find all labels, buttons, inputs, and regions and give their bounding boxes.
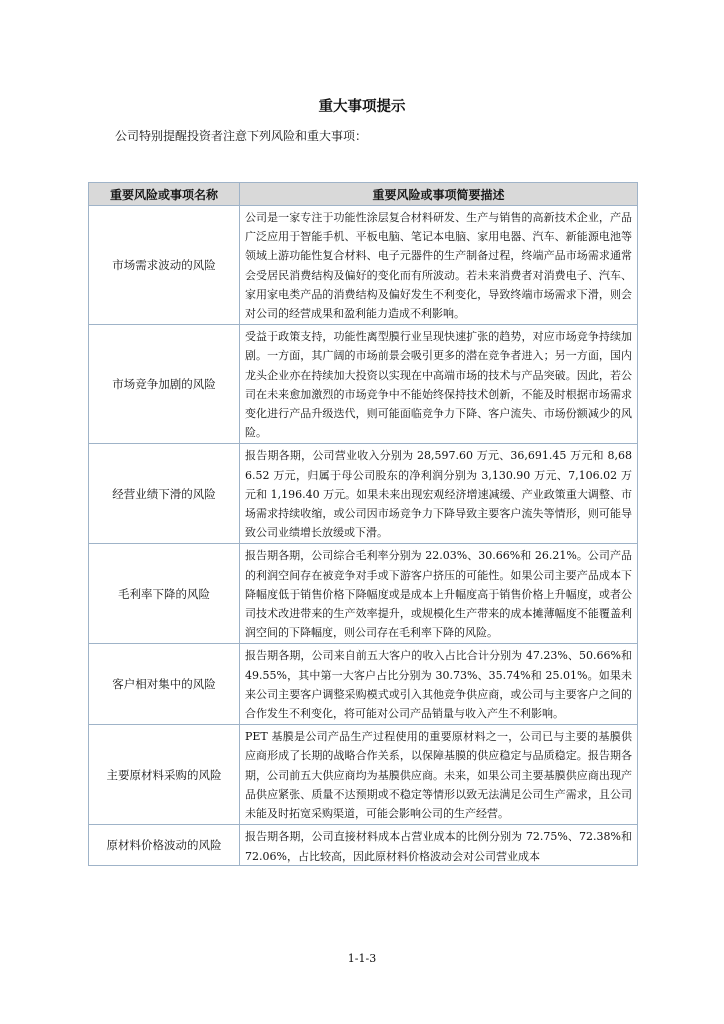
page-title: 重大事项提示 bbox=[318, 99, 406, 115]
intro-text: 公司特别提醒投资者注意下列风险和重大事项： bbox=[115, 129, 368, 143]
risk-description: 报告期各期，公司来自前五大客户的收入占比合计分别为 47.23%、50.66%和 49.55%，其中第一大客户占比分别为 30.73%、35.74%和 25.01%。如果未来公司主要客户调整采购模式或引入其他竞争供应商，或公司与主要客户之间的合作发生不利变化，将可能对公司产品销量与收入产生不利影响。 bbox=[240, 644, 638, 725]
risk-description: 报告期各期，公司直接材料成本占营业成本的比例分别为 72.75%、72.38%和 72.06%，占比较高，因此原材料价格波动会对公司营业成本 bbox=[245, 830, 632, 863]
table-row bbox=[89, 644, 638, 725]
risk-description: 报告期各期，公司营业收入分别为 28,597.60 万元、36,691.45 万元和 8,686.52 万元，归属于母公司股东的净利润分别为 3,130.90 万元、7,106.02 万元和 1,196.40 万元。如果未来出现宏观经济增速减缓、产业政策重大调整、市场需求持续收缩，或公司因市场竞争力下降导致主要客户流失等情形，则可能导致公司业绩增长放缓或下滑。 bbox=[240, 444, 638, 544]
risk-description: 公司是一家专注于功能性涂层复合材料研发、生产与销售的高新技术企业，产品广泛应用于智能手机、平板电脑、笔记本电脑、家用电器、汽车、新能源电池等领域上游功能性复合材料、电子元器件的生产制备过程，终端产品市场需求通常会受居民消费结构及偏好的变化而有所波动。若未来消费者对消费电子、汽车、家用家电类产品的消费结构及偏好发生不利变化，导致终端市场需求下滑，则会对公司的经营成果和盈利能力造成不利影响。 bbox=[240, 206, 638, 325]
page-number: 1-1-3 bbox=[347, 952, 377, 965]
risk-description: 报告期各期，公司综合毛利率分别为 22.03%、30.66%和 26.21%。公司产品的利润空间存在被竞争对手或下游客户挤压的可能性。如果公司主要产品成本下降幅度低于销售价格下降幅度或是成本上升幅度高于销售价格上升幅度，或者公司技术改进带来的生产效率提升，或规模化生产带来的成本摊薄幅度不能覆盖利润空间的下降幅度，则公司存在毛利率下降的风险。 bbox=[240, 544, 638, 644]
risk-name: 原材料价格波动的风险 bbox=[89, 825, 240, 866]
risk-name: 市场需求波动的风险 bbox=[89, 206, 240, 325]
risk-name: 客户相对集中的风险 bbox=[89, 644, 240, 725]
table-row bbox=[89, 206, 638, 325]
risk-name: 市场竞争加剧的风险 bbox=[89, 325, 240, 444]
table-header-row bbox=[89, 183, 638, 206]
header-description: 重要风险或事项简要描述 bbox=[240, 183, 638, 206]
risk-description: PET 基膜是公司产品生产过程使用的重要原材料之一，公司已与主要的基膜供应商形成了长期的战略合作关系，以保障基膜的供应稳定与品质稳定。报告期各期，公司前五大供应商均为基膜供应商。未来，如果公司主要基膜供应商出现产品供应紧张、质量不达预期或不稳定等情形以致无法满足公司生产需求，且公司未能及时拓宽采购渠道，可能会影响公司的生产经营。 bbox=[240, 725, 638, 825]
risk-description: 受益于政策支持，功能性离型膜行业呈现快速扩张的趋势，对应市场竞争持续加剧。一方面，其广阔的市场前景会吸引更多的潜在竞争者进入；另一方面，国内龙头企业亦在持续加大投资以实现在中高端市场的技术与产品突破。因此，若公司在未来愈加激烈的市场竞争中不能始终保持技术创新，不能及时根据市场需求变化进行产品升级迭代，则可能面临竞争力下降、客户流失、市场份额减少的风险。 bbox=[240, 325, 638, 444]
table-row bbox=[89, 725, 638, 825]
header-name: 重要风险或事项名称 bbox=[89, 183, 240, 206]
risk-table bbox=[88, 182, 638, 866]
risk-description-cell bbox=[240, 825, 638, 866]
table-row bbox=[89, 325, 638, 444]
table-row bbox=[89, 544, 638, 644]
risk-name: 毛利率下降的风险 bbox=[89, 544, 240, 644]
table-row bbox=[89, 444, 638, 544]
risk-name: 经营业绩下滑的风险 bbox=[89, 444, 240, 544]
risk-name: 主要原材料采购的风险 bbox=[89, 725, 240, 825]
table-row bbox=[89, 825, 638, 866]
